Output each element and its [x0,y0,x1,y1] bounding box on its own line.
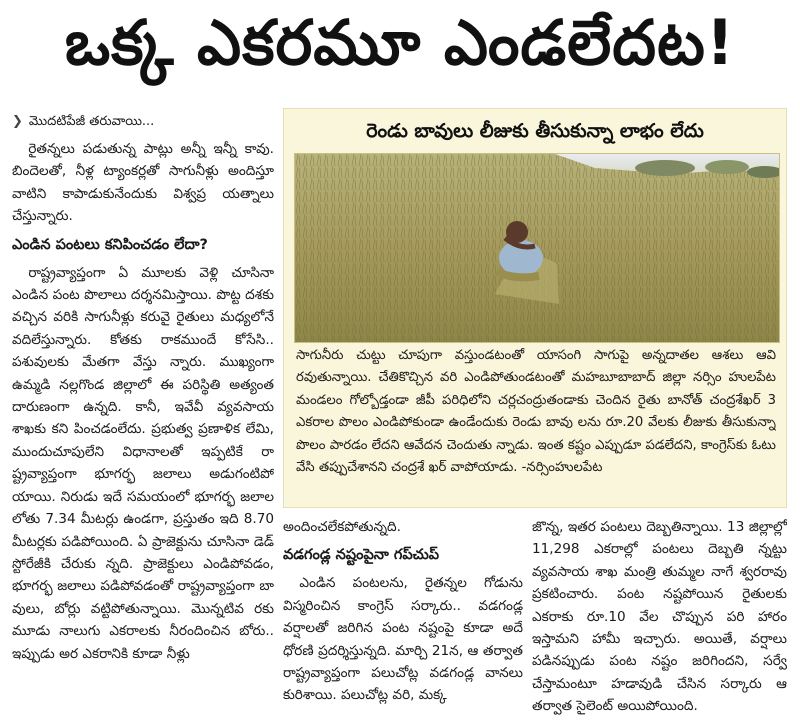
left-body-paragraph: రాష్ట్రవ్యాప్తంగా ఏ మూలకు వెళ్లి చూసినా ఎండిన పంట పొలాలు దర్శనమిస్తాయి. పొట్ట దశకు వచ్చిన వరికి సాగునీళ్లు కరువై రైతులు మధ్యలోనే వదిలేస్తున్నారు. కోతకు రాకముందే కోసేసి.. పశువులకు మేతగా వేస్తు న్నారు. ముఖ్యంగా ఉమ్మడి నల్లగొండ జిల్లాలో ఈ పరిస్థితి అత్యంత దారుణంగా ఉన్నది. కానీ, ఇవేవీ వ్యవసాయ శాఖకు కని పించడంలేదు. ప్రభుత్వ ప్రణాళిక లేమి, ముందుచూపులేని విధానాలతో ఇప్పటికే రా ష్ట్రవ్యాప్తంగా భూగర్భ జలాలు అడుగంటిపో యాయి. నిరుడు ఇదే సమయంలో భూగర్భ జలాల లోతు 7.34 మీటర్లు ఉండగా, ప్రస్తుతం ఇది 8.70 మీటర్లకు పడిపోయింది. ఏ ప్రాజెక్టును చూసినా డెడ్ స్టోరేజీకి చేరుకు న్నది. ప్రాజెక్టులు ఎండిపోవడం, భూగర్భ జలాలు పడిపోవడంతో రాష్ట్రవ్యాప్తంగా బా వులు, బోర్లు వట్టిపోతున్నాయి. మొన్నటివ రకు మూడు నాలుగు ఎకరాలకు నీరందించిన బోరు.. ఇప్పుడు అర ఎకరానికి కూడా నీళ్లు [12,264,274,662]
photo-caption: సాగునీరు చుట్టు చూపుగా వస్తుండటంతో యాసంగి సాగుపై అన్నదాతల ఆశలు ఆవి రవుతున్నాయి. చేతికొచ్చిన వరి ఎండిపోతుండటంతో మహబూబాబాద్ జిల్లా నర్సిం హులపేట మండలం గోల్బోడ్తండా జీపీ పరిధిలోని చర్లచంద్రుతండాకు చెందిన రైతు బానోత్ చంద్రశేఖర్ 3 ఎకరాల పొలం ఎండిపోకుండా ఉండేందుకు రెండు బావు లను రూ.20 వేలకు లీజుకు తీసుకున్నా పొలం పారడం లేదని ఆవేదన చెందుతు న్నాడు. ఇంత కష్టం ఎప్పుడూ పడలేదని, కాంగ్రెస్‌కు ఓటు వేసి తప్పుచేశానని చంద్రశే ఖర్ వాపోయాడు. -నర్సింహులపేట [296,348,776,476]
chevron-right-icon: ❯ [12,114,23,129]
headline: ఒక్క ఎకరమూ ఎండలేదట! [64,6,736,79]
left-subheading: ఎండిన పంటలు కనిపించడం లేదా? [12,236,208,253]
middle-body-paragraph: ఎండిన పంటలను, రైతన్నల గోడును విస్మరించిన కాంగ్రెస్ సర్కారు.. వడగండ్ల వర్షాలతో జరిగిన పంట నష్టంపై కూడా అదే ధోరణి ప్రదర్శిస్తున్నది. మార్చి 21న, ఆ తర్వాత రాష్ట్రవ్యాప్తంగా పలుచోట్ల వడగండ్ల వానలు కురిశాయి. పలుచోట్ల వరి, మక్క [283,575,523,704]
middle-subheading: వడగండ్ల నష్టంపైనా గప్‌చుప్ [283,547,440,564]
intro-paragraph: రైతన్నలు పడుతున్న పాట్లు అన్నీ ఇన్నీ కావు. బిందెలతో, నీళ్ల ట్యాంకర్లతో సాగునీళ్లు అందిస్తూ వాటిని కాపాడుకునేందుకు విశ్వప్ర యత్నాలు చేస్తున్నారు. [12,141,274,225]
farmer-paddy-field-photo [294,153,780,343]
right-column [532,516,787,720]
left-column [12,112,274,720]
photo-box-title: రెండు బావులు లీజుకు తీసుకున్నా లాభం లేదు [366,120,704,142]
middle-lead-line: అందించలేకపోతున్నది. [283,519,401,535]
middle-column [283,516,523,720]
continued-from-front-page [12,112,274,132]
continued-label: మొదటిపేజీ తరువాయి... [28,114,155,129]
right-body-paragraph: జొన్న, ఇతర పంటలు దెబ్బతిన్నాయి. 13 జిల్లాల్లో 11,298 ఎకరాల్లో పంటలు దెబ్బతి న్నట్టు వ్యవసాయ శాఖ మంత్రి తుమ్మల నాగే శ్వరరావు ప్రకటించారు. పంట నష్టపోయిన రైతులకు ఎకరాకు రూ.10 వేల చొప్పున పరి హారం ఇస్తామని హామీ ఇచ్చారు. అయితే, వర్షాలు పడినప్పుడు పంట నష్టం జరిగిందని, సర్వే చేస్తామంటూ హడావుడి చేసిన సర్కారు ఆ తర్వాత సైలెంట్ అయిపోయింది. [532,519,787,715]
photo-feature-box [283,108,787,508]
